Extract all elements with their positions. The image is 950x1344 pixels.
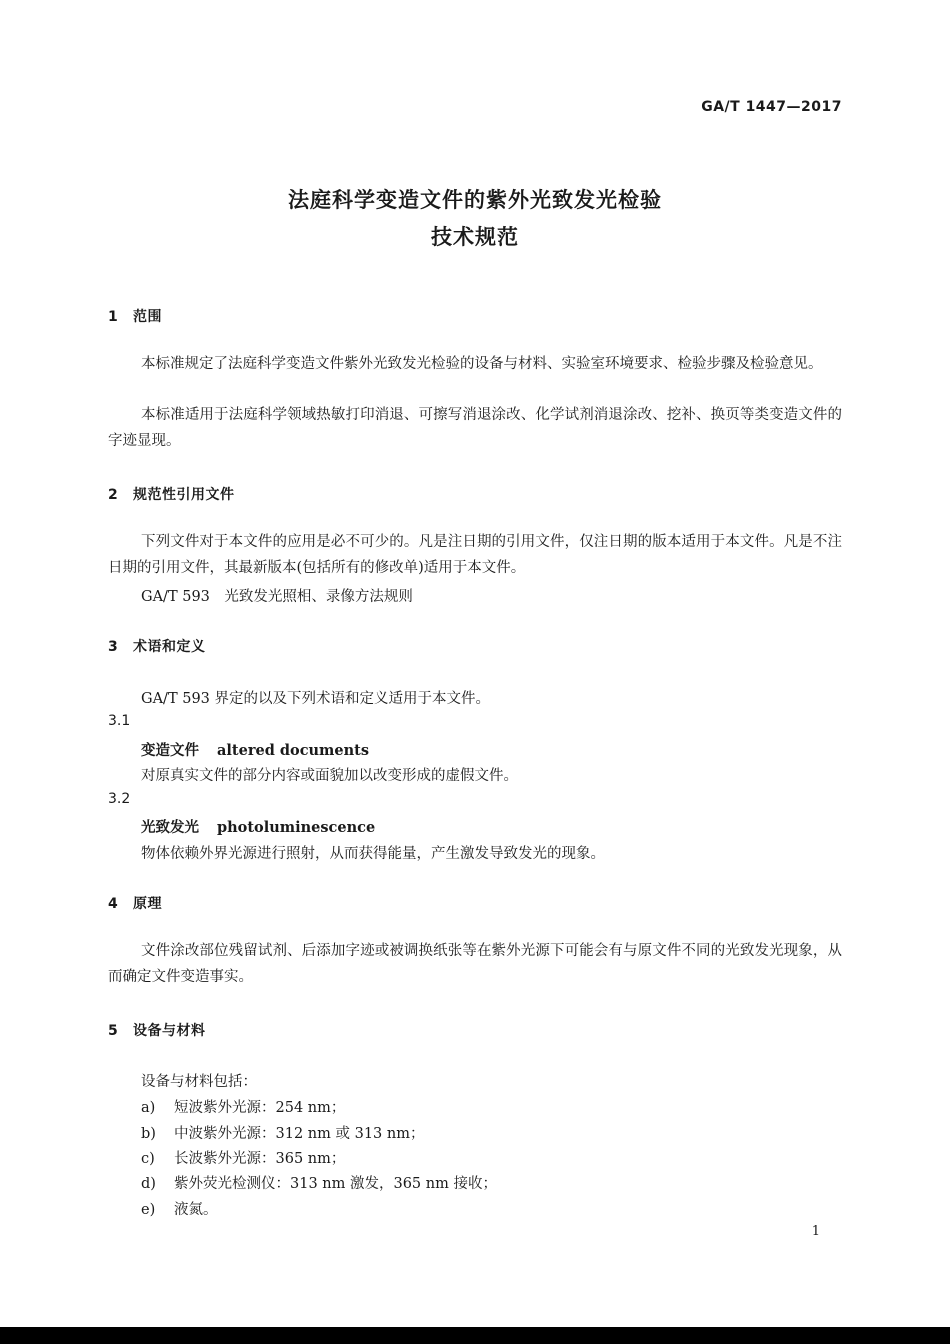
list-item — [141, 1172, 497, 1193]
list-text: 长波紫外光源：365 nm； — [174, 1151, 346, 1167]
list-marker: e) — [141, 1202, 156, 1218]
list-marker: d) — [141, 1176, 156, 1192]
section-number: 4 — [108, 896, 119, 912]
list-text: 紫外荧光检测仪：313 nm 激发，365 nm 接收； — [174, 1176, 497, 1192]
section-1-heading — [108, 306, 162, 326]
term-chinese: 光致发光 — [141, 820, 199, 836]
term-chinese: 变造文件 — [141, 743, 199, 759]
section-4-heading — [108, 893, 162, 913]
list-marker: b) — [141, 1126, 156, 1142]
term-3-1-number: 3.1 — [108, 713, 131, 729]
term-english: photoluminescence — [217, 819, 376, 836]
term-3-1 — [141, 739, 369, 760]
section-2-paragraph-1: 下列文件对于本文件的应用是必不可少的。凡是注日期的引用文件，仅注日期的版本适用于本文件。凡是不注日期的引用文件，其最新版本(包括所有的修改单)适用于本文件。 — [108, 534, 842, 576]
section-title: 原理 — [133, 896, 162, 912]
section-title: 设备与材料 — [133, 1023, 206, 1039]
normative-reference: GA/T 593 光致发光照相、录像方法规则 — [141, 589, 413, 605]
document-title-line2: 技术规范 — [431, 225, 519, 249]
section-title: 规范性引用文件 — [133, 487, 235, 503]
section-5-intro: 设备与材料包括： — [141, 1074, 257, 1090]
document-title-line1: 法庭科学变造文件的紫外光致发光检验 — [288, 188, 662, 212]
section-1-paragraph-1: 本标准规定了法庭科学变造文件紫外光致发光检验的设备与材料、实验室环境要求、检验步骤及检验意见。 — [141, 356, 823, 372]
section-number: 2 — [108, 487, 119, 503]
section-1-paragraph-2: 本标准适用于法庭科学领域热敏打印消退、可擦写消退涂改、化学试剂消退涂改、挖补、换页等类变造文件的字迹显现。 — [108, 407, 842, 449]
list-item — [141, 1198, 218, 1219]
list-marker: c) — [141, 1151, 155, 1167]
list-item — [141, 1147, 345, 1168]
list-text: 液氮。 — [174, 1202, 218, 1218]
bottom-black-bar — [0, 1327, 950, 1344]
page-number: 1 — [811, 1224, 820, 1239]
section-number: 1 — [108, 309, 119, 325]
section-2-heading — [108, 484, 235, 504]
list-text: 短波紫外光源：254 nm； — [174, 1100, 346, 1116]
term-3-2-number: 3.2 — [108, 791, 131, 807]
section-number: 3 — [108, 639, 119, 655]
term-3-2-definition: 物体依赖外界光源进行照射，从而获得能量，产生激发导致发光的现象。 — [141, 846, 605, 862]
standard-code: GA/T 1447—2017 — [701, 99, 842, 115]
section-title: 范围 — [133, 309, 162, 325]
section-number: 5 — [108, 1023, 119, 1039]
list-marker: a) — [141, 1100, 156, 1116]
term-english: altered documents — [217, 742, 370, 759]
section-4-paragraph-1: 文件涂改部位残留试剂、后添加字迹或被调换纸张等在紫外光源下可能会有与原文件不同的光致发光现象，从而确定文件变造事实。 — [108, 943, 842, 985]
section-3-intro: GA/T 593 界定的以及下列术语和定义适用于本文件。 — [141, 691, 491, 707]
term-3-2 — [141, 816, 375, 837]
list-item — [141, 1122, 424, 1143]
term-3-1-definition: 对原真实文件的部分内容或面貌加以改变形成的虚假文件。 — [141, 768, 518, 784]
section-3-heading — [108, 636, 206, 656]
section-title: 术语和定义 — [133, 639, 206, 655]
list-item — [141, 1096, 345, 1117]
list-text: 中波紫外光源：312 nm 或 313 nm； — [174, 1126, 425, 1142]
section-5-heading — [108, 1020, 206, 1040]
